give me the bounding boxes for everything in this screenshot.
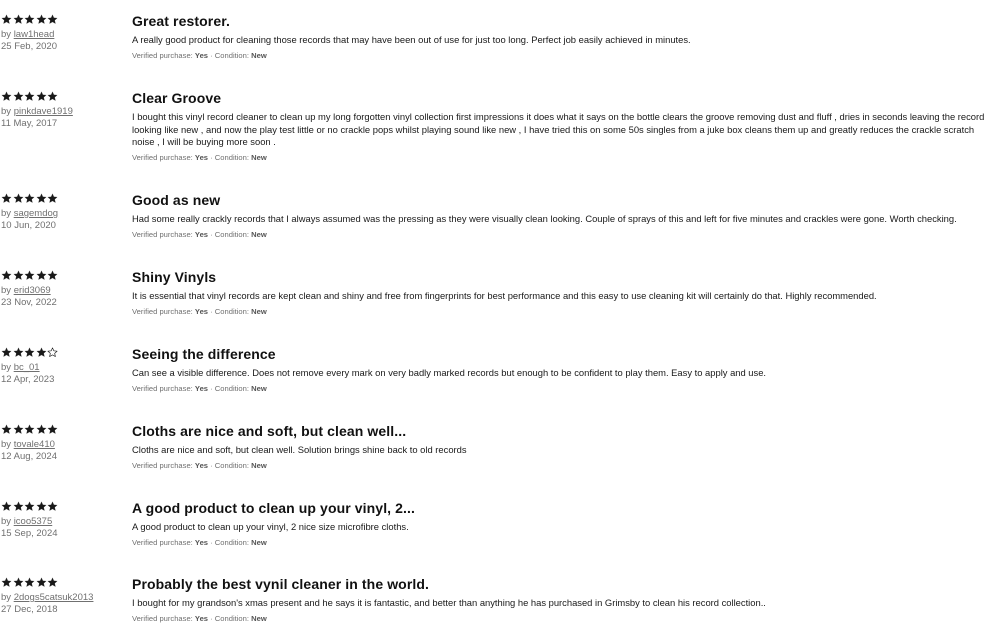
star-filled-icon xyxy=(1,347,12,358)
separator: · xyxy=(210,460,213,470)
review-content xyxy=(132,575,992,624)
review-body: A really good product for cleaning those records that may have been out of use for just too long. Perfect job easily achieved in minutes. xyxy=(132,34,691,45)
by-label: by xyxy=(1,285,12,296)
purchase-info xyxy=(132,152,992,163)
review-body: Cloths are nice and soft, but clean well. Solution brings shine back to old records xyxy=(132,444,467,455)
verified-label: Verified purchase: xyxy=(132,537,193,547)
condition-label: Condition: xyxy=(214,152,249,162)
separator: · xyxy=(210,537,213,547)
reviewer-link[interactable]: icoo5375 xyxy=(13,516,53,527)
star-filled-icon xyxy=(47,193,58,204)
separator: · xyxy=(210,613,213,623)
review-title: Good as new xyxy=(132,192,221,208)
purchase-info xyxy=(132,50,992,61)
reviewer-link[interactable]: tovale410 xyxy=(13,439,55,450)
review-content xyxy=(132,345,992,394)
review-title: A good product to clean up your vinyl, 2... xyxy=(132,500,416,516)
star-rating xyxy=(1,575,126,589)
star-rating xyxy=(1,191,126,205)
verified-label: Verified purchase: xyxy=(132,50,193,60)
purchase-info xyxy=(132,229,992,240)
condition-value: New xyxy=(251,613,267,623)
purchase-info xyxy=(132,306,992,317)
star-filled-icon xyxy=(24,424,35,435)
review-title: Cloths are nice and soft, but clean well... xyxy=(132,423,407,439)
star-filled-icon xyxy=(47,577,58,588)
star-filled-icon xyxy=(36,424,47,435)
star-filled-icon xyxy=(1,14,12,25)
review-date: 23 Nov, 2022 xyxy=(1,297,57,308)
by-label: by xyxy=(1,362,12,373)
review-content xyxy=(132,422,992,471)
review-date: 10 Jun, 2020 xyxy=(1,220,56,231)
by-label: by xyxy=(1,208,12,219)
review-date: 25 Feb, 2020 xyxy=(1,41,57,52)
star-filled-icon xyxy=(1,501,12,512)
star-filled-icon xyxy=(47,91,58,102)
star-filled-icon xyxy=(13,91,24,102)
review-meta xyxy=(1,345,126,386)
review-body: A good product to clean up your vinyl, 2 nice size microfibre cloths. xyxy=(132,521,409,532)
verified-label: Verified purchase: xyxy=(132,383,193,393)
star-filled-icon xyxy=(24,193,35,204)
star-filled-icon xyxy=(36,577,47,588)
reviewer-byline xyxy=(1,208,126,220)
separator: · xyxy=(210,383,213,393)
review-date: 12 Apr, 2023 xyxy=(1,374,55,385)
star-filled-icon xyxy=(47,501,58,512)
star-filled-icon xyxy=(13,424,24,435)
separator: · xyxy=(210,152,213,162)
review-body: It is essential that vinyl records are kept clean and shiny and free from fingerprints for best performance and this easy to use cleaning kit will certainly do that. Highly recommended. xyxy=(132,290,877,301)
by-label: by xyxy=(1,439,12,450)
review-body: Had some really crackly records that I always assumed was the pressing as they were visually clean looking. Couple of sprays of this and left for five minutes and crackles were gone. Worth checking. xyxy=(132,213,957,224)
star-filled-icon xyxy=(36,347,47,358)
purchase-info xyxy=(132,537,992,548)
star-filled-icon xyxy=(24,577,35,588)
reviewer-link[interactable]: pinkdave1919 xyxy=(13,106,73,117)
star-filled-icon xyxy=(36,270,47,281)
by-label: by xyxy=(1,106,12,117)
by-label: by xyxy=(1,592,12,603)
star-rating xyxy=(1,499,126,513)
star-rating xyxy=(1,422,126,436)
verified-value: Yes xyxy=(194,537,209,547)
condition-value: New xyxy=(251,537,267,547)
verified-label: Verified purchase: xyxy=(132,613,193,623)
verified-value: Yes xyxy=(194,613,209,623)
review-body: I bought this vinyl record cleaner to clean up my long forgotten vinyl collection first impressions it does what it says on the bottle clears the groove removing dust and fluff , dries in seconds leaving the record looking like new , and now the play test little or no crackle pops whilst playing sound like new , I have tried this on some 50s singles from a juke box cleans them up and greatly reduces the crackle scratch noise , I will be buying more soon . xyxy=(132,111,985,147)
star-filled-icon xyxy=(1,193,12,204)
reviewer-byline xyxy=(1,362,126,374)
review-meta xyxy=(1,422,126,463)
star-filled-icon xyxy=(36,193,47,204)
star-rating xyxy=(1,268,126,282)
review-content xyxy=(132,89,992,163)
verified-label: Verified purchase: xyxy=(132,460,193,470)
reviewer-byline xyxy=(1,439,126,451)
review-meta xyxy=(1,191,126,232)
purchase-info xyxy=(132,383,992,394)
condition-label: Condition: xyxy=(214,306,249,316)
separator: · xyxy=(210,306,213,316)
star-rating xyxy=(1,12,126,26)
verified-value: Yes xyxy=(194,50,209,60)
verified-label: Verified purchase: xyxy=(132,152,193,162)
star-filled-icon xyxy=(24,347,35,358)
review-title: Probably the best vynil cleaner in the world. xyxy=(132,576,430,592)
condition-label: Condition: xyxy=(214,229,249,239)
reviewer-link[interactable]: bc_01 xyxy=(13,362,40,373)
condition-value: New xyxy=(251,152,267,162)
reviewer-byline xyxy=(1,106,126,118)
verified-value: Yes xyxy=(194,229,209,239)
purchase-info xyxy=(132,460,992,471)
condition-label: Condition: xyxy=(214,537,249,547)
star-filled-icon xyxy=(13,14,24,25)
star-filled-icon xyxy=(36,501,47,512)
condition-label: Condition: xyxy=(214,613,249,623)
star-filled-icon xyxy=(24,91,35,102)
review-title: Clear Groove xyxy=(132,90,222,106)
verified-label: Verified purchase: xyxy=(132,229,193,239)
star-filled-icon xyxy=(36,14,47,25)
star-filled-icon xyxy=(24,14,35,25)
star-filled-icon xyxy=(13,577,24,588)
star-filled-icon xyxy=(1,91,12,102)
star-filled-icon xyxy=(13,193,24,204)
review-meta xyxy=(1,575,126,616)
review-date: 15 Sep, 2024 xyxy=(1,528,58,539)
star-filled-icon xyxy=(13,270,24,281)
star-filled-icon xyxy=(36,91,47,102)
review-content xyxy=(132,191,992,240)
review-meta xyxy=(1,499,126,540)
star-filled-icon xyxy=(1,577,12,588)
star-filled-icon xyxy=(47,424,58,435)
review-body: Can see a visible difference. Does not remove every mark on very badly marked records but enough to be confident to play them. Easy to apply and use. xyxy=(132,367,767,378)
condition-value: New xyxy=(251,460,267,470)
verified-label: Verified purchase: xyxy=(132,306,193,316)
star-filled-icon xyxy=(24,270,35,281)
reviewer-byline xyxy=(1,592,126,604)
reviewer-link[interactable]: law1head xyxy=(13,29,55,40)
reviewer-byline xyxy=(1,29,126,41)
review-meta xyxy=(1,268,126,309)
star-filled-icon xyxy=(1,270,12,281)
reviewer-byline xyxy=(1,285,126,297)
separator: · xyxy=(210,229,213,239)
star-filled-icon xyxy=(13,347,24,358)
star-rating xyxy=(1,345,126,359)
review-title: Great restorer. xyxy=(132,13,230,29)
review-content xyxy=(132,268,992,317)
star-rating xyxy=(1,89,126,103)
condition-label: Condition: xyxy=(214,50,249,60)
star-filled-icon xyxy=(24,501,35,512)
separator: · xyxy=(210,50,213,60)
by-label: by xyxy=(1,516,12,527)
star-filled-icon xyxy=(47,14,58,25)
review-meta xyxy=(1,89,126,130)
verified-value: Yes xyxy=(194,460,209,470)
review-title: Shiny Vinyls xyxy=(132,269,217,285)
review-date: 11 May, 2017 xyxy=(1,118,58,129)
review-content xyxy=(132,12,992,61)
verified-value: Yes xyxy=(194,306,209,316)
condition-label: Condition: xyxy=(214,460,249,470)
reviewer-link[interactable]: sagemdog xyxy=(13,208,59,219)
reviewer-link[interactable]: erid3069 xyxy=(13,285,51,296)
review-title: Seeing the difference xyxy=(132,346,276,362)
review-meta xyxy=(1,12,126,53)
review-date: 27 Dec, 2018 xyxy=(1,604,58,615)
by-label: by xyxy=(1,29,12,40)
reviewer-link[interactable]: 2dogs5catsuk2013 xyxy=(13,592,94,603)
star-filled-icon xyxy=(13,501,24,512)
verified-value: Yes xyxy=(194,152,209,162)
reviewer-byline xyxy=(1,516,126,528)
condition-value: New xyxy=(251,229,267,239)
condition-value: New xyxy=(251,50,267,60)
purchase-info xyxy=(132,613,992,624)
review-date: 12 Aug, 2024 xyxy=(1,451,57,462)
condition-label: Condition: xyxy=(214,383,249,393)
star-empty-icon xyxy=(47,347,58,358)
star-filled-icon xyxy=(1,424,12,435)
review-content xyxy=(132,499,992,548)
verified-value: Yes xyxy=(194,383,209,393)
condition-value: New xyxy=(251,383,267,393)
condition-value: New xyxy=(251,306,267,316)
review-body: I bought for my grandson's xmas present and he says it is fantastic, and better than anything he has purchased in Grimsby to clean his record collection.. xyxy=(132,597,766,608)
star-filled-icon xyxy=(47,270,58,281)
